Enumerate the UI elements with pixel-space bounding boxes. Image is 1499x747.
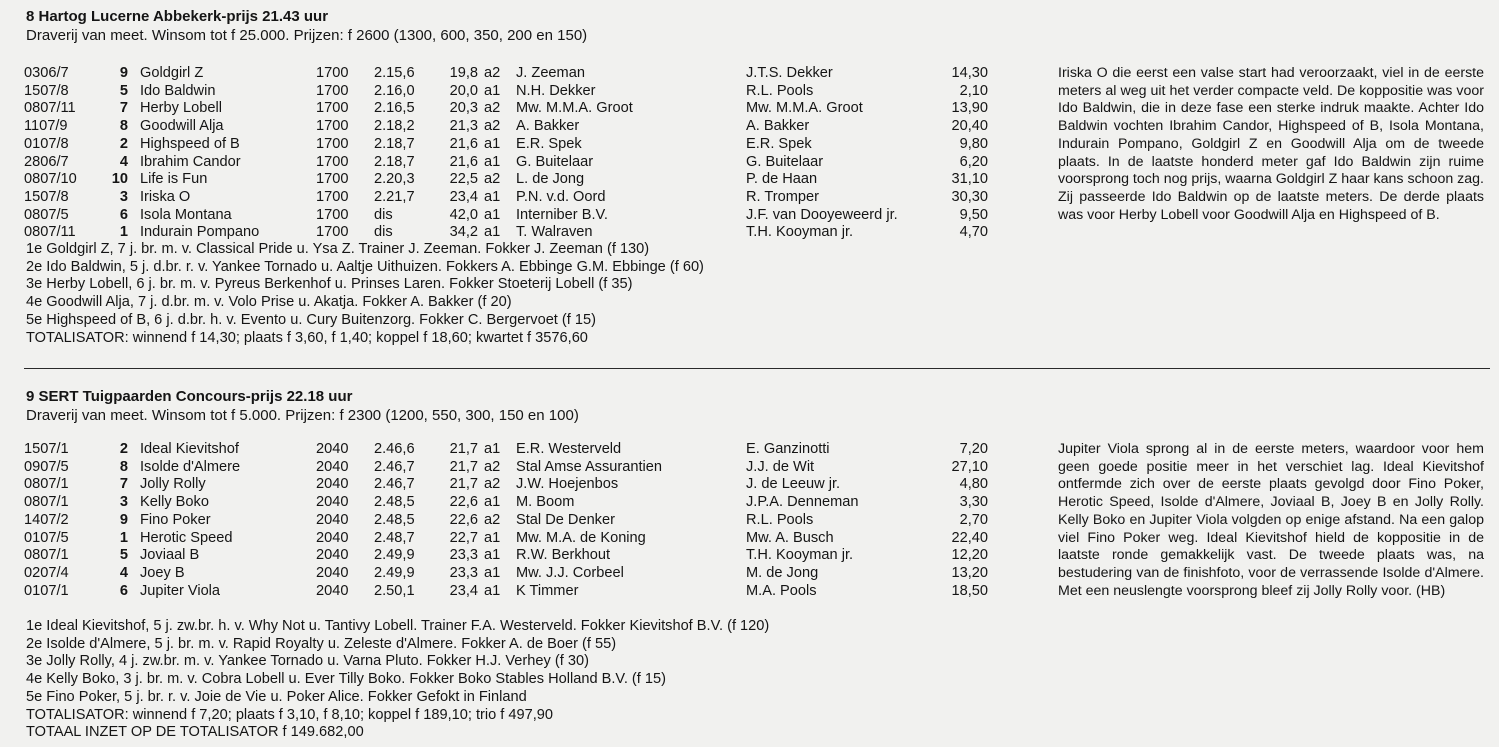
result-code: 0807/11 bbox=[24, 224, 76, 241]
horse-name: Jolly Rolly bbox=[140, 476, 206, 493]
horse-name: Goldgirl Z bbox=[140, 65, 204, 81]
detail-line: 2e Isolde d'Almere, 5 j. br. m. v. Rapid Royalty u. Zeleste d'Almere. Fokker A. de Boer (f 55) bbox=[26, 635, 617, 652]
odds: 6,20 bbox=[959, 153, 988, 170]
finish-time: 2.49,9 bbox=[374, 547, 415, 564]
detail-line: 5e Fino Poker, 5 j. br. r. v. Joie de Vie u. Poker Alice. Fokker Gefokt in Finland bbox=[26, 688, 527, 705]
detail-line: TOTALISATOR: winnend f 7,20; plaats f 3,10, f 8,10; koppel f 189,10; trio f 497,90 bbox=[26, 706, 554, 723]
race-title: 9 SERT Tuigpaarden Concours-prijs 22.18 uur bbox=[26, 388, 353, 405]
odds: 13,20 bbox=[951, 564, 988, 581]
finish-time: 2.48,5 bbox=[374, 494, 415, 511]
detail-line: 2e Ido Baldwin, 5 j. d.br. r. v. Yankee Tornado u. Aaltje Uithuizen. Fokkers A. Ebbinge G.M. Ebbinge (f 60) bbox=[26, 258, 704, 275]
odds: 30,30 bbox=[951, 188, 988, 205]
distance: 1700 bbox=[316, 118, 349, 135]
horse-name: Joviaal B bbox=[140, 547, 200, 564]
odds: 7,20 bbox=[959, 441, 988, 457]
distance: 2040 bbox=[316, 529, 349, 546]
km-time: 21,3 bbox=[449, 118, 478, 135]
distance: 1700 bbox=[316, 188, 349, 205]
finish-time: 2.46,7 bbox=[374, 476, 415, 493]
horse-name: Herby Lobell bbox=[140, 100, 222, 117]
start-position: a1 bbox=[484, 547, 501, 564]
odds: 9,80 bbox=[959, 135, 988, 152]
km-time: 19,8 bbox=[449, 65, 478, 81]
horse-name: Jupiter Viola bbox=[140, 582, 221, 599]
finish-time: 2.15,6 bbox=[374, 65, 415, 81]
table-row bbox=[24, 83, 988, 101]
odds: 2,70 bbox=[959, 511, 988, 528]
result-code: 0807/1 bbox=[24, 476, 69, 493]
odds: 4,80 bbox=[959, 476, 988, 493]
results-table bbox=[24, 441, 988, 600]
distance: 2040 bbox=[316, 441, 349, 457]
km-time: 22,7 bbox=[449, 529, 478, 546]
finish-time: 2.48,5 bbox=[374, 511, 415, 528]
result-code: 0107/8 bbox=[24, 135, 69, 152]
driver-name: Mw. M.A. de Koning bbox=[516, 529, 646, 546]
km-time: 21,6 bbox=[449, 153, 478, 170]
detail-line: 4e Goodwill Alja, 7 j. d.br. m. v. Volo Prise u. Akatja. Fokker A. Bakker (f 20) bbox=[26, 294, 512, 311]
start-number: 7 bbox=[119, 476, 128, 493]
start-number: 6 bbox=[119, 582, 128, 599]
start-position: a1 bbox=[484, 564, 501, 581]
table-row bbox=[24, 512, 988, 530]
odds: 20,40 bbox=[951, 118, 988, 135]
result-code: 0807/11 bbox=[24, 100, 76, 117]
km-time: 22,6 bbox=[449, 494, 478, 511]
driver-name: R.W. Berkhout bbox=[516, 547, 611, 564]
owner-name: E.R. Spek bbox=[746, 135, 812, 152]
result-code: 1507/8 bbox=[24, 82, 69, 99]
table-row bbox=[24, 583, 988, 601]
finish-time: 2.18,7 bbox=[374, 135, 415, 152]
distance: 1700 bbox=[316, 100, 349, 117]
odds: 3,30 bbox=[959, 494, 988, 511]
km-time: 23,4 bbox=[449, 188, 478, 205]
start-position: a1 bbox=[484, 153, 501, 170]
start-position: a2 bbox=[484, 458, 501, 475]
table-row bbox=[24, 189, 988, 207]
owner-name: J. de Leeuw jr. bbox=[746, 476, 841, 493]
start-number: 8 bbox=[119, 118, 128, 135]
horse-name: Iriska O bbox=[140, 188, 191, 205]
race-details bbox=[26, 618, 769, 742]
km-time: 23,3 bbox=[449, 564, 478, 581]
start-number: 7 bbox=[119, 100, 128, 117]
result-code: 0207/4 bbox=[24, 564, 69, 581]
driver-name: E.R. Spek bbox=[516, 135, 582, 152]
owner-name: Mw. A. Busch bbox=[746, 529, 834, 546]
start-number: 6 bbox=[119, 206, 128, 223]
horse-name: Goodwill Alja bbox=[140, 118, 224, 135]
finish-time: 2.49,9 bbox=[374, 564, 415, 581]
result-code: 0807/1 bbox=[24, 494, 69, 511]
start-position: a1 bbox=[484, 582, 501, 599]
table-row bbox=[24, 118, 988, 136]
odds: 13,90 bbox=[951, 100, 988, 117]
owner-name: T.H. Kooyman jr. bbox=[746, 224, 854, 241]
driver-name: N.H. Dekker bbox=[516, 82, 596, 99]
owner-name: J.P.A. Denneman bbox=[746, 494, 859, 511]
odds: 27,10 bbox=[951, 458, 988, 475]
finish-time: 2.48,7 bbox=[374, 529, 415, 546]
owner-name: M.A. Pools bbox=[746, 582, 817, 599]
distance: 2040 bbox=[316, 582, 349, 599]
start-position: a2 bbox=[484, 171, 501, 188]
start-number: 5 bbox=[119, 82, 128, 99]
start-number: 3 bbox=[119, 188, 128, 205]
start-number: 1 bbox=[119, 529, 128, 546]
owner-name: P. de Haan bbox=[746, 171, 818, 188]
driver-name: Interniber B.V. bbox=[516, 206, 608, 223]
km-time: 21,7 bbox=[449, 441, 478, 457]
distance: 2040 bbox=[316, 458, 349, 475]
start-position: a2 bbox=[484, 476, 501, 493]
finish-time: 2.16,0 bbox=[374, 82, 415, 99]
km-time: 23,3 bbox=[449, 547, 478, 564]
distance: 2040 bbox=[316, 476, 349, 493]
owner-name: G. Buitelaar bbox=[746, 153, 824, 170]
race-report: Jupiter Viola sprong al in de eerste meters, waardoor voor hem geen goede positie meer in het verschiet lag. Ideal Kievitshof ontfermde zich over de eerste plaats gevolgd door Fino Poker, Herotic Speed, Isolde d'Almere, Joviaal B, Joey B en Jolly Rolly. Kelly Boko en Jupiter Viola volgden op enige afstand. Na een galop viel Fino Poker weg. Ideal Kievitshof hield de koppositie in de laatste ronde gemakkelijk vast. De tweede plaats was, na bestudering van de finishfoto, voor de verrassende Isolde d'Almere. Met een neuslengte voorsprong bleef zij Jolly Rolly voor. (HB) bbox=[1058, 441, 1484, 599]
odds: 22,40 bbox=[951, 529, 988, 546]
driver-name: Stal Amse Assurantien bbox=[516, 458, 663, 475]
km-time: 21,7 bbox=[449, 458, 478, 475]
distance: 1700 bbox=[316, 82, 349, 99]
start-position: a1 bbox=[484, 206, 501, 223]
start-position: a1 bbox=[484, 441, 501, 457]
table-row bbox=[24, 530, 988, 548]
km-time: 22,6 bbox=[449, 511, 478, 528]
table-row bbox=[24, 65, 988, 83]
km-time: 21,7 bbox=[449, 476, 478, 493]
result-code: 0107/5 bbox=[24, 529, 69, 546]
owner-name: R.L. Pools bbox=[746, 511, 814, 528]
start-position: a1 bbox=[484, 529, 501, 546]
finish-time: 2.18,7 bbox=[374, 153, 415, 170]
driver-name: K Timmer bbox=[516, 582, 579, 599]
owner-name: Mw. M.M.A. Groot bbox=[746, 100, 863, 117]
distance: 2040 bbox=[316, 547, 349, 564]
distance: 1700 bbox=[316, 171, 349, 188]
distance: 2040 bbox=[316, 494, 349, 511]
detail-line: 3e Jolly Rolly, 4 j. zw.br. m. v. Yankee Tornado u. Varna Pluto. Fokker H.J. Verhey (f 30) bbox=[26, 653, 589, 670]
table-row bbox=[24, 207, 988, 225]
owner-name: M. de Jong bbox=[746, 564, 819, 581]
owner-name: A. Bakker bbox=[746, 118, 810, 135]
horse-name: Isolde d'Almere bbox=[140, 458, 241, 475]
horse-name: Ibrahim Candor bbox=[140, 153, 241, 170]
km-time: 21,6 bbox=[449, 135, 478, 152]
odds: 31,10 bbox=[951, 171, 988, 188]
km-time: 20,0 bbox=[449, 82, 478, 99]
horse-name: Indurain Pompano bbox=[140, 224, 260, 241]
start-number: 10 bbox=[111, 171, 128, 188]
km-time: 22,5 bbox=[449, 171, 478, 188]
finish-time: 2.46,6 bbox=[374, 441, 415, 457]
driver-name: Stal De Denker bbox=[516, 511, 615, 528]
section-divider bbox=[24, 368, 1490, 369]
driver-name: G. Buitelaar bbox=[516, 153, 594, 170]
detail-line: 3e Herby Lobell, 6 j. br. m. v. Pyreus Berkenhof u. Prinses Laren. Fokker Stoeterij Lobell (f 35) bbox=[26, 276, 633, 293]
odds: 18,50 bbox=[951, 582, 988, 599]
table-row bbox=[24, 476, 988, 494]
start-position: a1 bbox=[484, 224, 501, 241]
start-position: a2 bbox=[484, 118, 501, 135]
distance: 2040 bbox=[316, 564, 349, 581]
start-position: a2 bbox=[484, 511, 501, 528]
distance: 1700 bbox=[316, 224, 349, 241]
driver-name: P.N. v.d. Oord bbox=[516, 188, 606, 205]
start-number: 1 bbox=[119, 224, 128, 241]
horse-name: Joey B bbox=[140, 564, 185, 581]
finish-time: dis bbox=[374, 206, 393, 223]
km-time: 42,0 bbox=[449, 206, 478, 223]
results-body bbox=[24, 65, 988, 242]
result-code: 0907/5 bbox=[24, 458, 69, 475]
horse-name: Kelly Boko bbox=[140, 494, 209, 511]
driver-name: J. Zeeman bbox=[516, 65, 585, 81]
finish-time: 2.18,2 bbox=[374, 118, 415, 135]
start-position: a1 bbox=[484, 135, 501, 152]
odds: 2,10 bbox=[959, 82, 988, 99]
start-number: 2 bbox=[119, 135, 128, 152]
race-conditions: Draverij van meet. Winsom tot f 25.000. Prijzen: f 2600 (1300, 600, 350, 200 en 150) bbox=[26, 27, 588, 44]
result-code: 1507/8 bbox=[24, 188, 69, 205]
start-number: 9 bbox=[119, 65, 128, 81]
start-position: a2 bbox=[484, 65, 501, 81]
distance: 1700 bbox=[316, 153, 349, 170]
driver-name: E.R. Westerveld bbox=[516, 441, 622, 457]
table-row bbox=[24, 441, 988, 459]
owner-name: R.L. Pools bbox=[746, 82, 814, 99]
odds: 9,50 bbox=[959, 206, 988, 223]
result-code: 0107/1 bbox=[24, 582, 69, 599]
table-row bbox=[24, 547, 988, 565]
table-row bbox=[24, 494, 988, 512]
driver-name: L. de Jong bbox=[516, 171, 585, 188]
odds: 14,30 bbox=[951, 65, 988, 81]
detail-line: 1e Ideal Kievitshof, 5 j. zw.br. h. v. Why Not u. Tantivy Lobell. Trainer F.A. Westerveld. Fokker Kievitshof B.V. (f 120) bbox=[26, 618, 770, 634]
horse-name: Herotic Speed bbox=[140, 529, 233, 546]
horse-name: Ideal Kievitshof bbox=[140, 441, 239, 457]
table-row bbox=[24, 459, 988, 477]
km-time: 23,4 bbox=[449, 582, 478, 599]
result-code: 2806/7 bbox=[24, 153, 69, 170]
driver-name: M. Boom bbox=[516, 494, 575, 511]
start-number: 9 bbox=[119, 511, 128, 528]
result-code: 0807/5 bbox=[24, 206, 69, 223]
result-code: 0306/7 bbox=[24, 65, 69, 81]
start-number: 2 bbox=[119, 441, 128, 457]
start-position: a1 bbox=[484, 494, 501, 511]
distance: 2040 bbox=[316, 511, 349, 528]
detail-line: TOTALISATOR: winnend f 14,30; plaats f 3,60, f 1,40; koppel f 18,60; kwartet f 3576,60 bbox=[26, 329, 588, 346]
start-number: 4 bbox=[119, 564, 128, 581]
table-row bbox=[24, 100, 988, 118]
finish-time: 2.16,5 bbox=[374, 100, 415, 117]
start-number: 4 bbox=[119, 153, 128, 170]
km-time: 34,2 bbox=[449, 224, 478, 241]
finish-time: 2.21,7 bbox=[374, 188, 415, 205]
odds: 12,20 bbox=[951, 547, 988, 564]
owner-name: J.T.S. Dekker bbox=[746, 65, 833, 81]
table-row bbox=[24, 565, 988, 583]
driver-name: Mw. M.M.A. Groot bbox=[516, 100, 633, 117]
detail-line: TOTAAL INZET OP DE TOTALISATOR f 149.682,00 bbox=[26, 724, 364, 741]
start-position: a1 bbox=[484, 188, 501, 205]
km-time: 20,3 bbox=[449, 100, 478, 117]
race-report: Iriska O die eerst een valse start had veroorzaakt, viel in de eerste meters al weg uit het verder compacte veld. De koppositie was voor Ido Baldwin, die in deze fase een sterke indruk maakte. Achter Ido Baldwin vochten Ibrahim Candor, Highspeed of B, Isola Montana, Indurain Pompano, Goldgirl Z en Goodwill Alja om de tweede plaats. In de laatste honderd meter gaf Ido Baldwin zijn ruime voorsprong toch nog prijs, waarna Goldgirl Z haar kans schoon zag. Zij passeerde Ido Baldwin op de laatste meters. De derde plaats was voor Herby Lobell voor Goodwill Alja en Highspeed of B. bbox=[1058, 65, 1484, 223]
start-position: a1 bbox=[484, 82, 501, 99]
owner-name: J.J. de Wit bbox=[746, 458, 815, 475]
driver-name: J.W. Hoejenbos bbox=[516, 476, 619, 493]
finish-time: 2.20,3 bbox=[374, 171, 415, 188]
race-title: 8 Hartog Lucerne Abbekerk-prijs 21.43 uur bbox=[26, 8, 329, 25]
start-number: 8 bbox=[119, 458, 128, 475]
race-conditions: Draverij van meet. Winsom tot f 5.000. Prijzen: f 2300 (1200, 550, 300, 150 en 100) bbox=[26, 407, 579, 424]
finish-time: dis bbox=[374, 224, 393, 241]
owner-name: R. Tromper bbox=[746, 188, 819, 205]
owner-name: J.F. van Dooyeweerd jr. bbox=[746, 206, 898, 223]
horse-name: Life is Fun bbox=[140, 171, 208, 188]
table-row bbox=[24, 154, 988, 172]
driver-name: A. Bakker bbox=[516, 118, 580, 135]
results-body bbox=[24, 441, 988, 600]
finish-time: 2.50,1 bbox=[374, 582, 415, 599]
result-code: 0807/1 bbox=[24, 547, 69, 564]
result-code: 1507/1 bbox=[24, 441, 69, 457]
start-position: a2 bbox=[484, 100, 501, 117]
finish-time: 2.46,7 bbox=[374, 458, 415, 475]
horse-name: Ido Baldwin bbox=[140, 82, 216, 99]
result-code: 0807/10 bbox=[24, 171, 77, 188]
results-table bbox=[24, 65, 988, 242]
start-number: 5 bbox=[119, 547, 128, 564]
owner-name: E. Ganzinotti bbox=[746, 441, 830, 457]
distance: 1700 bbox=[316, 206, 349, 223]
result-code: 1107/9 bbox=[24, 118, 68, 135]
table-row bbox=[24, 224, 988, 242]
table-row bbox=[24, 136, 988, 154]
start-number: 3 bbox=[119, 494, 128, 511]
odds: 4,70 bbox=[959, 224, 988, 241]
driver-name: T. Walraven bbox=[516, 224, 593, 241]
horse-name: Highspeed of B bbox=[140, 135, 240, 152]
horse-name: Isola Montana bbox=[140, 206, 232, 223]
owner-name: T.H. Kooyman jr. bbox=[746, 547, 854, 564]
detail-line: 5e Highspeed of B, 6 j. d.br. h. v. Evento u. Cury Buitenzorg. Fokker C. Bergervoet (f 15) bbox=[26, 311, 596, 328]
race-details bbox=[26, 241, 704, 347]
table-row bbox=[24, 171, 988, 189]
detail-line: 4e Kelly Boko, 3 j. br. m. v. Cobra Lobell u. Ever Tilly Boko. Fokker Boko Stables Holland B.V. (f 15) bbox=[26, 671, 666, 688]
horse-name: Fino Poker bbox=[140, 511, 211, 528]
distance: 1700 bbox=[316, 135, 349, 152]
result-code: 1407/2 bbox=[24, 511, 69, 528]
driver-name: Mw. J.J. Corbeel bbox=[516, 564, 624, 581]
detail-line: 1e Goldgirl Z, 7 j. br. m. v. Classical Pride u. Ysa Z. Trainer J. Zeeman. Fokker J. Zeeman (f 130) bbox=[26, 241, 650, 257]
distance: 1700 bbox=[316, 65, 349, 81]
